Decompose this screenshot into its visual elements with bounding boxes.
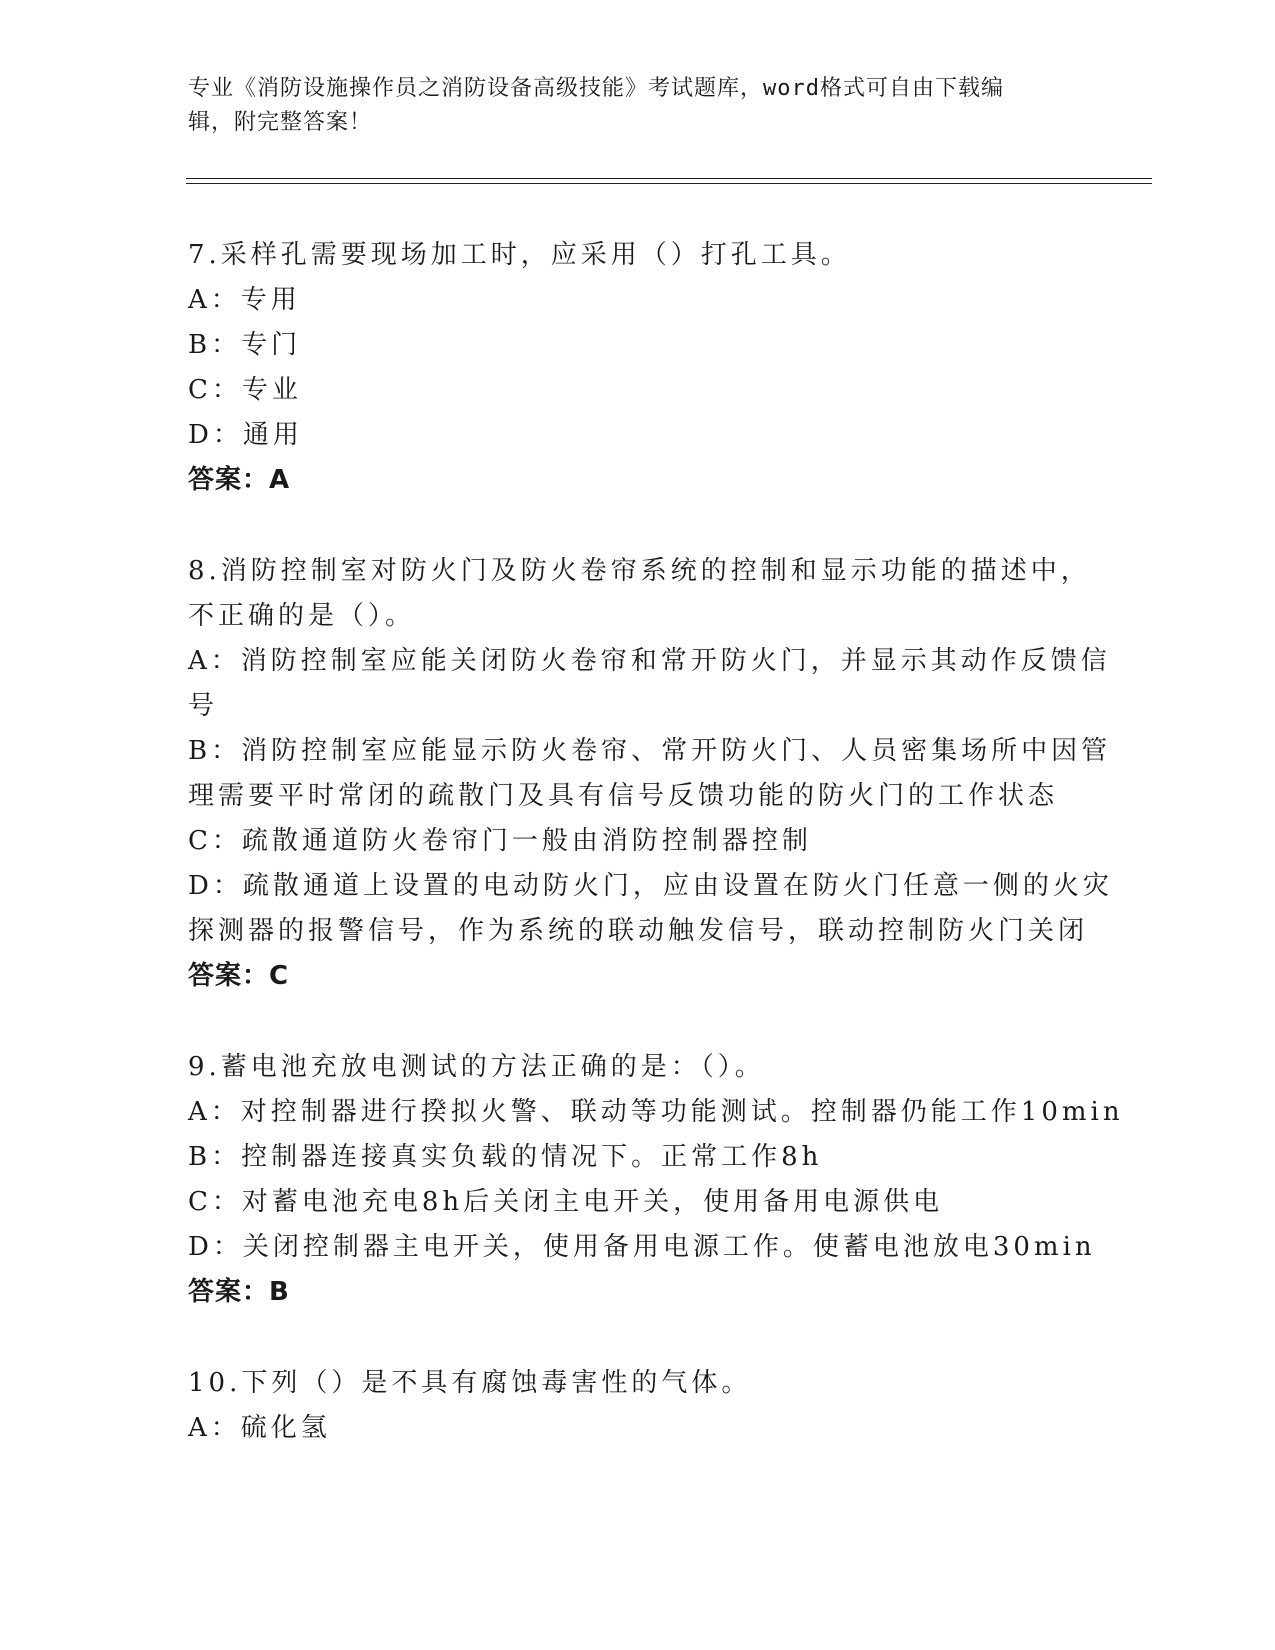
document-header xyxy=(188,72,1068,140)
option-c: C：对蓄电池充电8h后关闭主电开关，使用备用电源供电 xyxy=(188,1187,944,1217)
answer-label: 答案：A xyxy=(188,465,291,495)
question-stem: 7.采样孔需要现场加工时，应采用（）打孔工具。 xyxy=(188,240,851,270)
header-divider xyxy=(186,178,1152,179)
option-b: 理需要平时常闭的疏散门及具有信号反馈功能的防火门的工作状态 xyxy=(188,781,1059,811)
option-c: C：疏散通道防火卷帘门一般由消防控制器控制 xyxy=(188,826,812,856)
answer-label: 答案：C xyxy=(188,961,290,991)
option-d: D：通用 xyxy=(188,420,303,450)
question-item xyxy=(188,1045,1124,1315)
option-a: A：对控制器进行揆拟火警、联动等功能测试。控制器仍能工作10min xyxy=(188,1097,1124,1127)
option-d: D：关闭控制器主电开关，使用备用电源工作。使蓄电池放电30min xyxy=(188,1232,1096,1262)
option-a: A：硫化氢 xyxy=(188,1413,331,1443)
answer-label: 答案：B xyxy=(188,1277,290,1307)
header-divider xyxy=(186,183,1152,184)
option-a: A：专用 xyxy=(188,285,301,315)
question-item xyxy=(188,233,1088,503)
header-line: 辑，附完整答案！ xyxy=(188,110,373,135)
option-b: B：专门 xyxy=(188,330,302,360)
question-stem: 8.消防控制室对防火门及防火卷帘系统的控制和显示功能的描述中， xyxy=(188,556,1091,586)
header-line: 专业《消防设施操作员之消防设备高级技能》考试题库，word格式可自由下载编 xyxy=(188,76,1004,101)
option-b: B：控制器连接真实负载的情况下。正常工作8h xyxy=(188,1142,823,1172)
option-b: B：消防控制室应能显示防火卷帘、常开防火门、人员密集场所中因管 xyxy=(188,736,1112,766)
question-stem: 不正确的是（）。 xyxy=(188,601,416,631)
question-item xyxy=(188,549,1113,999)
question-stem: 9.蓄电池充放电测试的方法正确的是：（）。 xyxy=(188,1052,765,1082)
option-d: 探测器的报警信号，作为系统的联动触发信号，联动控制防火门关闭 xyxy=(188,916,1089,946)
question-list xyxy=(188,233,1124,1497)
question-item xyxy=(188,1361,1088,1451)
option-a: 号 xyxy=(188,691,219,721)
option-a: A：消防控制室应能关闭防火卷帘和常开防火门，并显示其动作反馈信 xyxy=(188,646,1111,676)
option-c: C：专业 xyxy=(188,375,302,405)
question-stem: 10.下列（）是不具有腐蚀毒害性的气体。 xyxy=(188,1368,752,1398)
option-d: D：疏散通道上设置的电动防火门，应由设置在防火门任意一侧的火灾 xyxy=(188,871,1113,901)
